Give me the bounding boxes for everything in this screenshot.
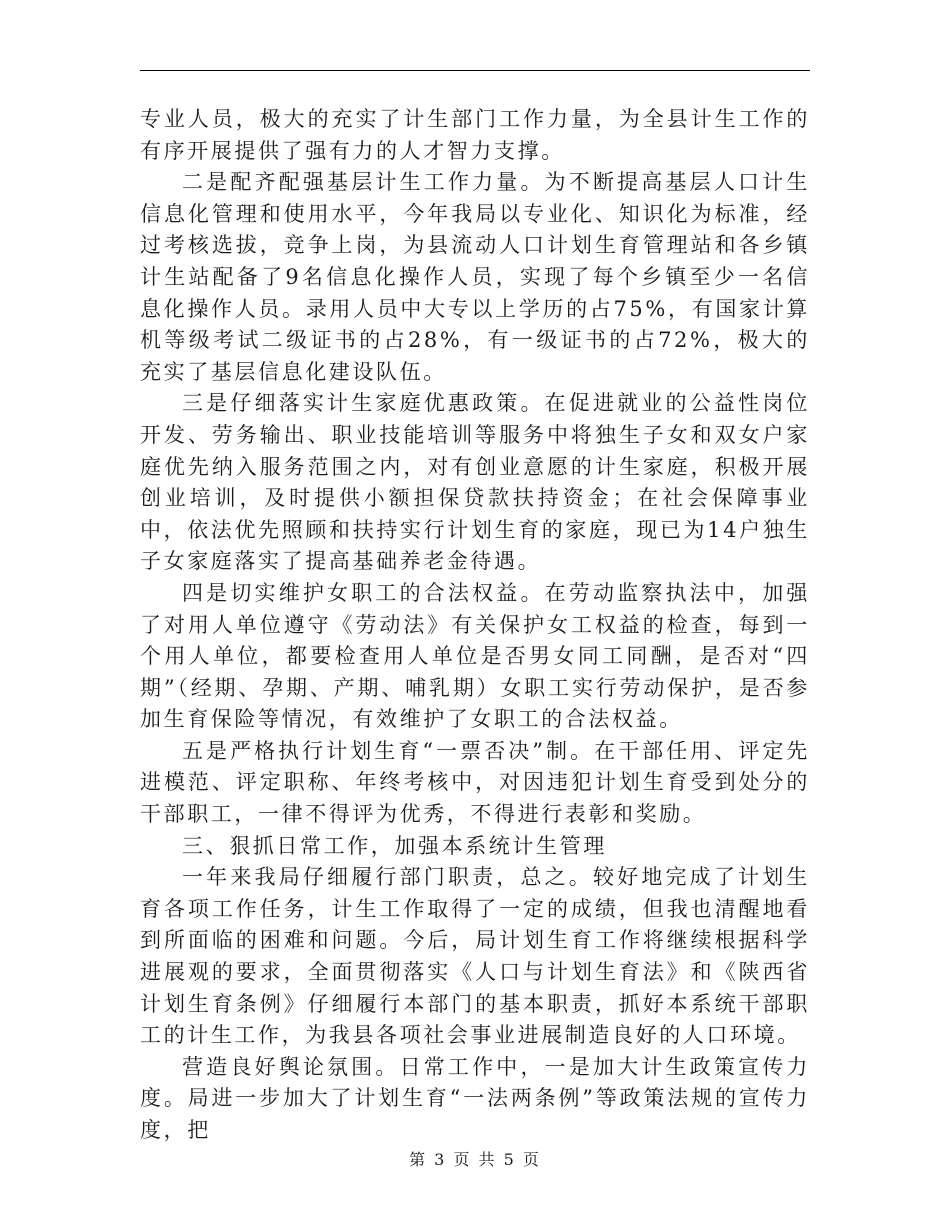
paragraph-summary: 一年来我局仔细履行部门职责，总之。较好地完成了计划生育各项工作任务，计生工作取得了一定的成绩，但我也清醒地看到所面临的困难和问题。今后，局计划生育工作将继续根据科学进展观的要求，全面贯彻落实《人口与计划生育法》和《陕西省计划生育条例》仔细履行本部门的基本职责，抓好本系统干部职工的计生工作，为我县各项社会事业进展制造良好的人口环境。 [140,865,810,1048]
document-body [140,104,810,1147]
paragraph-family-policy: 三是仔细落实计生家庭优惠政策。在促进就业的公益性岗位开发、劳务输出、职业技能培训等服务中将独生子女和双女户家庭优先纳入服务范围之内，对有创业意愿的计生家庭，积极开展创业培训，及时提供小额担保贷款扶持资金；在社会保障事业中，依法优先照顾和扶持实行计划生育的家庭，现已为14户独生子女家庭落实了提高基础养老金待遇。 [140,391,810,574]
paragraph-public-opinion: 营造良好舆论氛围。日常工作中，一是加大计生政策宣传力度。局进一步加大了计划生育“一法两条例”等政策法规的宣传力度，把 [140,1054,810,1142]
paragraph-grassroots-staffing: 二是配齐配强基层计生工作力量。为不断提高基层人口计生信息化管理和使用水平，今年我局以专业化、知识化为标准，经过考核选拔，竞争上岗，为县流动人口计划生育管理站和各乡镇计生站配备了9名信息化操作人员，实现了每个乡镇至少一名信息化操作人员。录用人员中大专以上学历的占75%，有国家计算机等级考试二级证书的占28%，有一级证书的占72%，极大的充实了基层信息化建设队伍。 [140,170,810,384]
section-heading: 三、狠抓日常工作，加强本系统计生管理 [182,833,607,858]
header-rule [140,70,810,71]
paragraph-female-workers: 四是切实维护女职工的合法权益。在劳动监察执法中，加强了对用人单位遵守《劳动法》有关保护女工权益的检查，每到一个用人单位，都要检查用人单位是否男女同工同酬，是否对“四期”（经期、孕期、产期、哺乳期）女职工实行劳动保护，是否参加生育保险等情况，有效维护了女职工的合法权益。 [140,580,810,732]
paragraph-continuation: 专业人员，极大的充实了计生部门工作力量，为全县计生工作的有序开展提供了强有力的人才智力支撑。 [140,107,810,163]
paragraph-veto-system: 五是严格执行计划生育“一票否决”制。在干部任用、评定先进模范、评定职称、年终考核中，对因违犯计划生育受到处分的干部职工，一律不得评为优秀，不得进行表彰和奖励。 [140,738,810,827]
page-number: 第 3 页 共 5 页 [409,1150,541,1169]
